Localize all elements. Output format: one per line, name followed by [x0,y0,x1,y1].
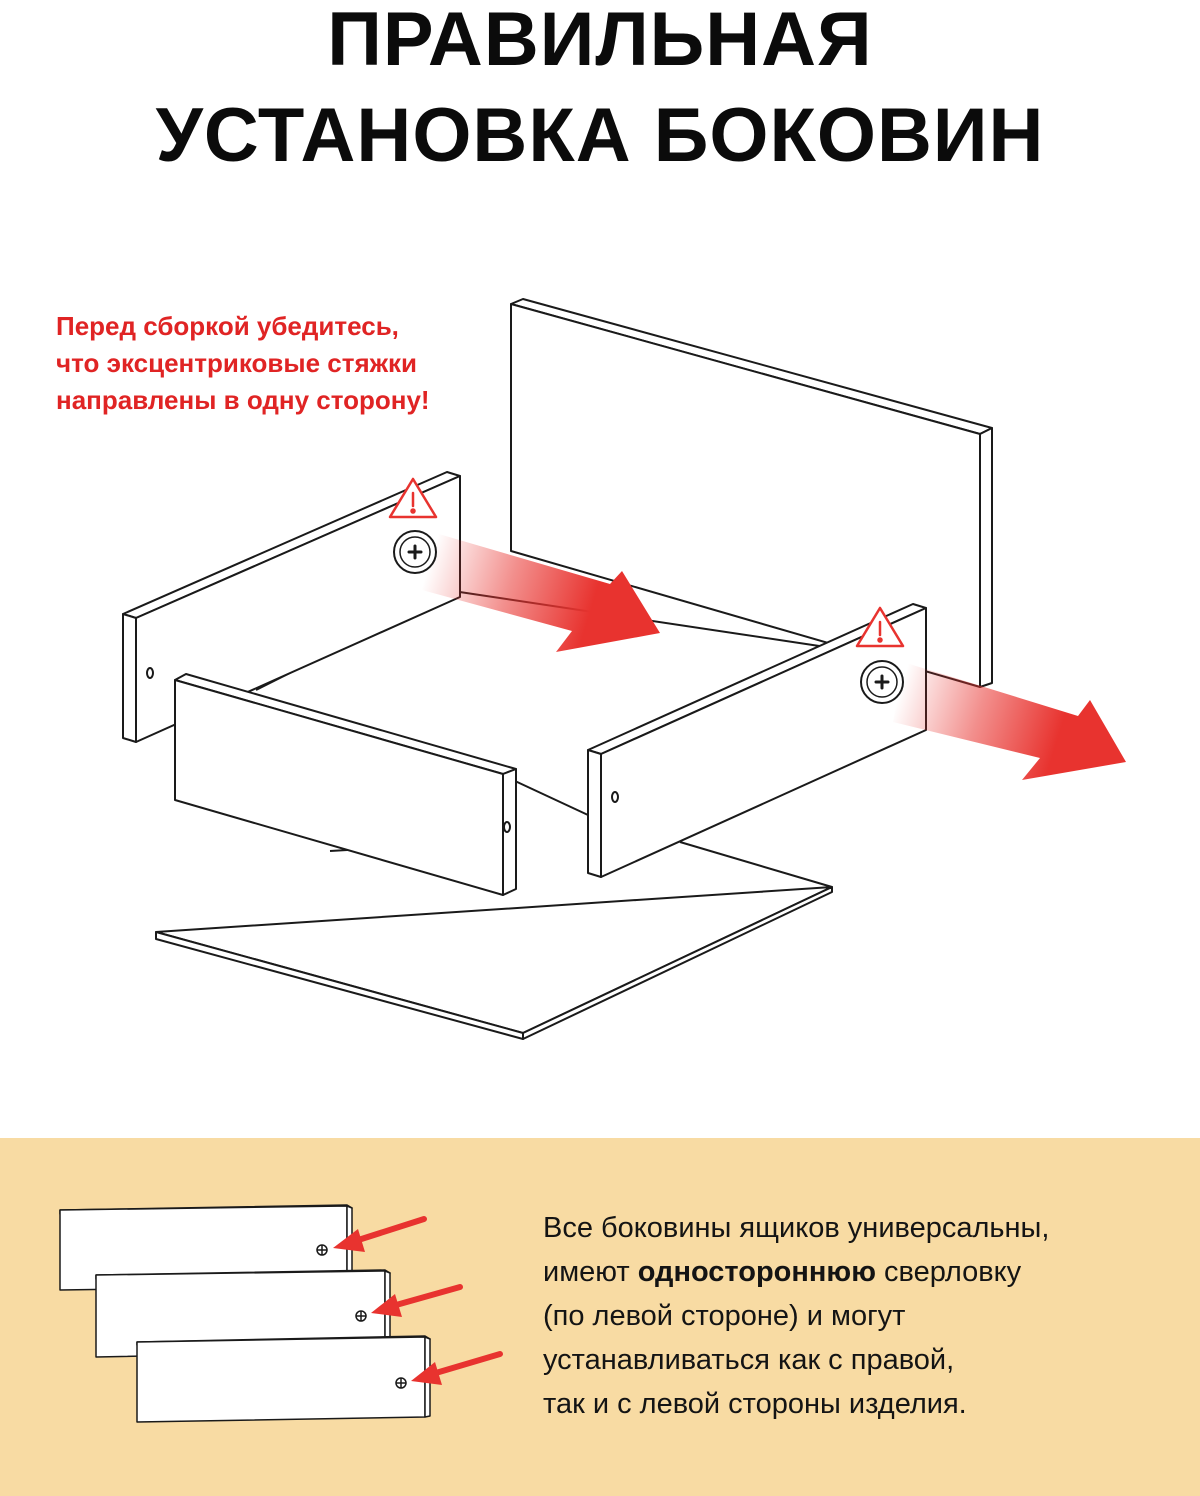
info-line-1: Все боковины ящиков универсальны, [543,1212,1050,1244]
info-line-2 [543,1250,1173,1294]
info-line-5: так и с левой стороны изделия. [543,1388,967,1420]
front-panel [175,674,516,895]
info-text [543,1206,1173,1426]
cam-lock-icon [861,661,903,703]
info-line-2-start: имеют [543,1256,638,1288]
info-line-4: устанавливаться как с правой, [543,1344,955,1376]
warning-line-1: Перед сборкой убедитесь, [56,311,399,341]
title-line-2: УСТАНОВКА БОКОВИН [155,93,1045,178]
drill-hole-icon [356,1311,366,1321]
title-line-1: ПРАВИЛЬНАЯ [327,0,873,82]
info-line-2-emphasis: одностороннюю [637,1256,876,1288]
warning-line-3: направлены в одну сторону! [56,385,430,415]
cam-lock-icon [394,531,436,573]
info-line-3: (по левой стороне) и могут [543,1300,906,1332]
info-line-2-end: сверловку [875,1256,1022,1288]
arrow-icon [893,662,1126,780]
mini-side-panel [137,1336,430,1422]
side-panels-illustration [0,1138,540,1496]
warning-note [56,308,496,419]
drill-hole-icon [317,1245,327,1255]
warning-line-2: что эксцентриковые стяжки [56,348,418,378]
drill-hole-icon [396,1378,406,1388]
bottom-board [156,887,832,1039]
